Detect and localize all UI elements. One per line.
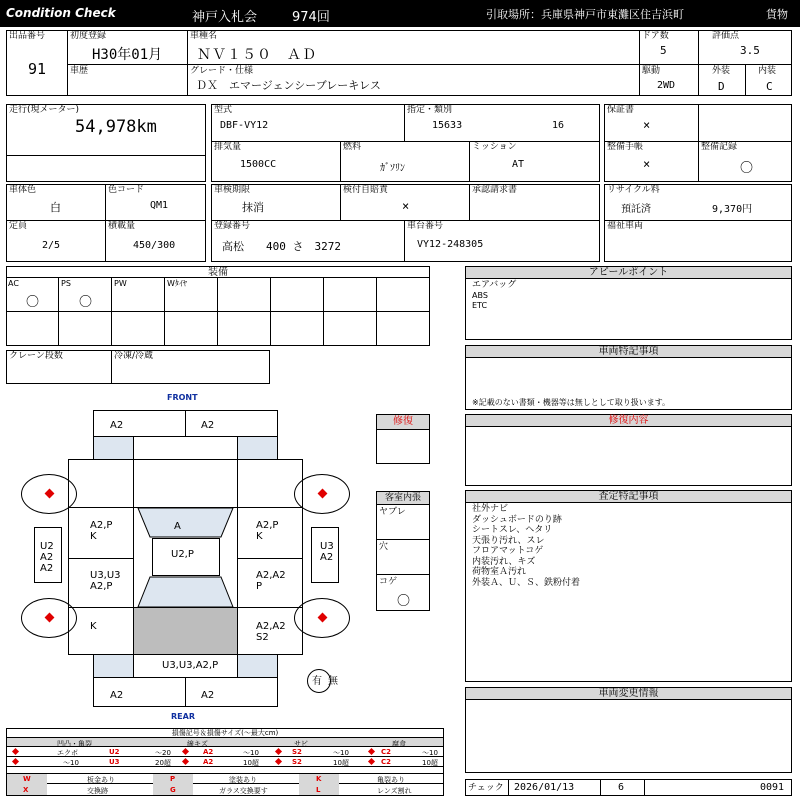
special-notes-title: 車両特記事項 (466, 346, 791, 358)
legend-key-k-desc: 亀裂あり (377, 776, 405, 784)
legend-group-3: サビ (294, 740, 308, 748)
recycle-fee: 9,370円 (712, 204, 753, 215)
color-code-label: 色コード (108, 185, 145, 195)
recycle-status: 預託済 (621, 204, 651, 215)
capacity-value: 2/5 (42, 240, 61, 251)
displacement-label: 排気量 (214, 142, 242, 152)
grade-label: グレード・仕様 (190, 66, 254, 76)
mark-front-right: A2 (201, 420, 215, 431)
inspection-notes-list (472, 504, 580, 588)
header-title: Condition Check (6, 6, 116, 20)
warranty-label: 保証書 (607, 105, 635, 115)
interior-title: 客室内張 (377, 492, 429, 505)
legend-r1-c7: 〜10 (333, 749, 349, 757)
inspection-note: シートスレ、ヘタリ (472, 525, 553, 535)
car-name-value: ＮＶ１５０ ＡＤ (197, 47, 317, 63)
insurance-value: × (402, 199, 410, 213)
freezer-label: 冷凍/冷蔵 (114, 351, 154, 361)
check-label: チェック (468, 783, 504, 793)
legend-key-l-desc: レンズ割れ (377, 787, 412, 795)
plate-label: 登録番号 (214, 221, 251, 231)
capacity-label: 定員 (9, 221, 28, 231)
legend-key-w: W (23, 775, 31, 783)
approval-label: 承認請求書 (472, 185, 518, 195)
header-bar (0, 0, 800, 27)
appeal-item-2: ABS (472, 291, 488, 300)
mark-rear-right: A2 (201, 690, 215, 701)
legend-key-w-desc: 板金あり (87, 776, 115, 784)
legend-key-x: X (23, 786, 29, 794)
plate-value: 高松 400 さ 3272 (222, 240, 341, 253)
legend-key-l: L (316, 786, 321, 794)
spare-tire-present: 有 (312, 676, 322, 687)
spare-tire-none: 無 (328, 676, 338, 687)
fuel-label: 燃料 (343, 142, 362, 152)
rear-label: REAR (171, 712, 195, 721)
equip-ps-value: 〇 (79, 295, 93, 310)
model-label: 型式 (214, 105, 233, 115)
check-date: 2026/01/13 (514, 782, 575, 793)
legend-r1-c8: C2 (381, 748, 392, 756)
legend-key-g-desc: ガラス交換要す (219, 787, 268, 795)
doors-value: 5 (660, 44, 667, 57)
mileage-value: 54,978km (75, 117, 157, 137)
manual-label: 整備手帳 (607, 142, 644, 152)
grade-value: ＤＸ エマージェンシーブレーキレス (196, 79, 381, 92)
front-bumper-left (93, 410, 186, 437)
insurance-label: 検付自賠責 (343, 185, 389, 195)
score-value: 3.5 (740, 44, 760, 57)
warranty-value: × (643, 118, 651, 132)
mark-right-front-door: U3 A2 (320, 541, 334, 563)
crane-label: クレーン段数 (9, 351, 63, 361)
equip-ps-label: PS (61, 279, 71, 288)
rear-glass (133, 576, 238, 608)
mark-right-quarter: A2,A2 S2 (256, 621, 286, 643)
mark-left-rear-door: U3,U3 A2,P (90, 570, 121, 592)
legend-r2-c1: 〜10 (63, 759, 79, 767)
mission-value: AT (512, 159, 525, 170)
first-reg-label: 初度登録 (70, 31, 107, 41)
mark-left-quarter: K (90, 621, 97, 632)
legend-group-1: 凹凸・亀裂 (57, 740, 92, 748)
inspection-note: 外装Ａ、Ｕ、Ｓ、鉄粉付着 (472, 577, 581, 588)
legend-r2-c8: C2 (381, 758, 392, 766)
inspection-label: 車検期限 (214, 185, 251, 195)
windshield (133, 507, 238, 538)
front-bumper-right (185, 410, 278, 437)
drive-label: 駆動 (642, 66, 661, 76)
inspection-note: ダッシュボードのり跡 (472, 514, 562, 525)
appeal-item-1: エアバッグ (472, 280, 517, 290)
mark-left-front-door: U2 A2 A2 (40, 541, 54, 574)
interior-koge: コゲ (379, 577, 398, 587)
fuel-value: ｶﾞｿﾘﾝ (380, 163, 405, 174)
doors-label: ドア数 (642, 31, 669, 41)
interior-value: C (766, 80, 773, 93)
legend-key-k: K (316, 775, 322, 783)
legend-group-4: 腐食 (392, 740, 406, 748)
inspection-note: 社外ナビ (472, 504, 509, 514)
damage-legend (6, 728, 444, 796)
displacement-value: 1500CC (240, 159, 277, 170)
legend-r2-c5: 10超 (243, 759, 259, 767)
mark-hood: A (174, 521, 181, 532)
check-id: 0091 (760, 782, 785, 793)
legend-r2-c3: 20超 (155, 759, 171, 767)
interior-label: 内装 (758, 66, 777, 76)
legend-key-g: G (170, 786, 176, 794)
lot-label: 出品番号 (9, 31, 46, 41)
legend-r2-c4: A2 (203, 758, 214, 766)
inspection-note: フロアマットコゲ (472, 546, 544, 556)
legend-key-p: P (170, 775, 176, 783)
auction-name: 神戸入札会 (192, 10, 258, 25)
history-label: 車歴 (70, 66, 89, 76)
cargo-area (133, 607, 238, 655)
record-label: 整備記録 (701, 142, 738, 152)
legend-r1-c9: 〜10 (422, 749, 438, 757)
mark-rear-left: A2 (110, 690, 124, 701)
drive-value: 2WD (657, 80, 676, 91)
legend-title: 損傷記号＆損傷サイズ(〜最大cm) (7, 729, 443, 738)
repair-label: 修復 (377, 415, 429, 430)
body-color-value: 白 (50, 201, 61, 214)
mark-front-left: A2 (110, 420, 124, 431)
spec-value-a: 15633 (432, 120, 463, 131)
manual-value: × (643, 157, 651, 171)
appeal-item-3: ETC (472, 301, 488, 310)
legend-r2-c7: 10超 (333, 759, 349, 767)
legend-r1-c2: U2 (109, 748, 120, 756)
mileage-box (6, 104, 206, 182)
exterior-label: 外装 (712, 66, 731, 76)
legend-r1-c4: A2 (203, 748, 214, 756)
exterior-value: D (718, 80, 725, 93)
first-reg-value: H30年01月 (92, 47, 163, 63)
spec-value-b: 16 (552, 120, 565, 131)
appeal-title: アピールポイント (466, 267, 791, 279)
inspection-value: 抹消 (242, 201, 264, 214)
mark-right-fender: A2,P K (256, 520, 279, 542)
welfare-label: 福祉車両 (607, 221, 644, 231)
mission-label: ミッション (472, 142, 517, 152)
car-name-label: 車種名 (190, 31, 218, 41)
equip-pw-label: PW (114, 279, 127, 288)
change-info-title: 車両変更情報 (466, 688, 791, 700)
front-label: FRONT (167, 393, 198, 402)
repair-content-title: 修復内容 (466, 415, 791, 427)
vehicle-category: 貨物 (766, 8, 788, 21)
model-value: DBF-VY12 (220, 120, 269, 131)
score-label: 評価点 (712, 31, 740, 41)
mark-left-fender: A2,P K (90, 520, 113, 542)
inspection-note: 天張り汚れ、スレ (472, 535, 545, 546)
model-spec-box (211, 104, 600, 182)
inspection-notes-title: 査定特記事項 (466, 491, 791, 503)
color-code-value: QM1 (150, 200, 169, 211)
legend-key-x-desc: 交換跡 (87, 787, 108, 795)
chassis-label: 車台番号 (407, 221, 444, 231)
legend-r2-c9: 10超 (422, 759, 438, 767)
legend-r1-c1: エクボ (57, 749, 78, 757)
interior-yabure: ヤブレ (379, 507, 406, 517)
spec-label: 指定・類別 (407, 105, 453, 115)
interior-ana: 穴 (379, 542, 389, 552)
legend-r1-c5: 〜10 (243, 749, 259, 757)
equipment-box (6, 266, 430, 346)
mileage-label: 走行(現メーター) (9, 105, 80, 115)
inspection-note: 荷物室Ａ汚れ (472, 567, 527, 577)
mark-roof: U2,P (171, 549, 194, 560)
equipment-title: 装備 (7, 267, 429, 278)
legend-r1-c6: S2 (292, 748, 302, 756)
recycle-label: リサイクル料 (607, 185, 660, 195)
legend-group-2: 線キズ (187, 740, 208, 748)
mark-rear-gate: U3,U3,A2,P (162, 660, 219, 671)
load-label: 積載量 (108, 221, 136, 231)
special-notes-text: ※記載のない書類・機器等は無しとして取り扱います。 (472, 398, 671, 407)
equip-ac-value: 〇 (26, 295, 40, 310)
session-number: 974回 (292, 10, 330, 25)
body-color-label: 車体色 (9, 185, 37, 195)
equip-ac-label: AC (8, 279, 19, 288)
legend-r2-c2: U3 (109, 758, 120, 766)
inspection-note: 内装汚れ、キズ (472, 556, 536, 567)
interior-koge-mark: 〇 (397, 594, 411, 609)
color-capacity-box (6, 184, 206, 262)
lot-number: 91 (28, 60, 47, 78)
legend-r1-c3: 〜20 (155, 749, 171, 757)
load-value: 450/300 (133, 240, 176, 251)
equip-wtire-label: Wﾀｲﾔ (167, 279, 187, 288)
record-value: 〇 (740, 161, 754, 176)
legend-key-p-desc: 塗装あり (229, 776, 257, 784)
check-number: 6 (618, 782, 625, 793)
pickup-location: 引取場所：兵庫県神戸市東灘区住吉浜町 (486, 8, 684, 21)
chassis-value: VY12-248305 (417, 239, 484, 250)
legend-r2-c6: S2 (292, 758, 302, 766)
mark-right-rear-door: A2,A2 P (256, 570, 286, 592)
